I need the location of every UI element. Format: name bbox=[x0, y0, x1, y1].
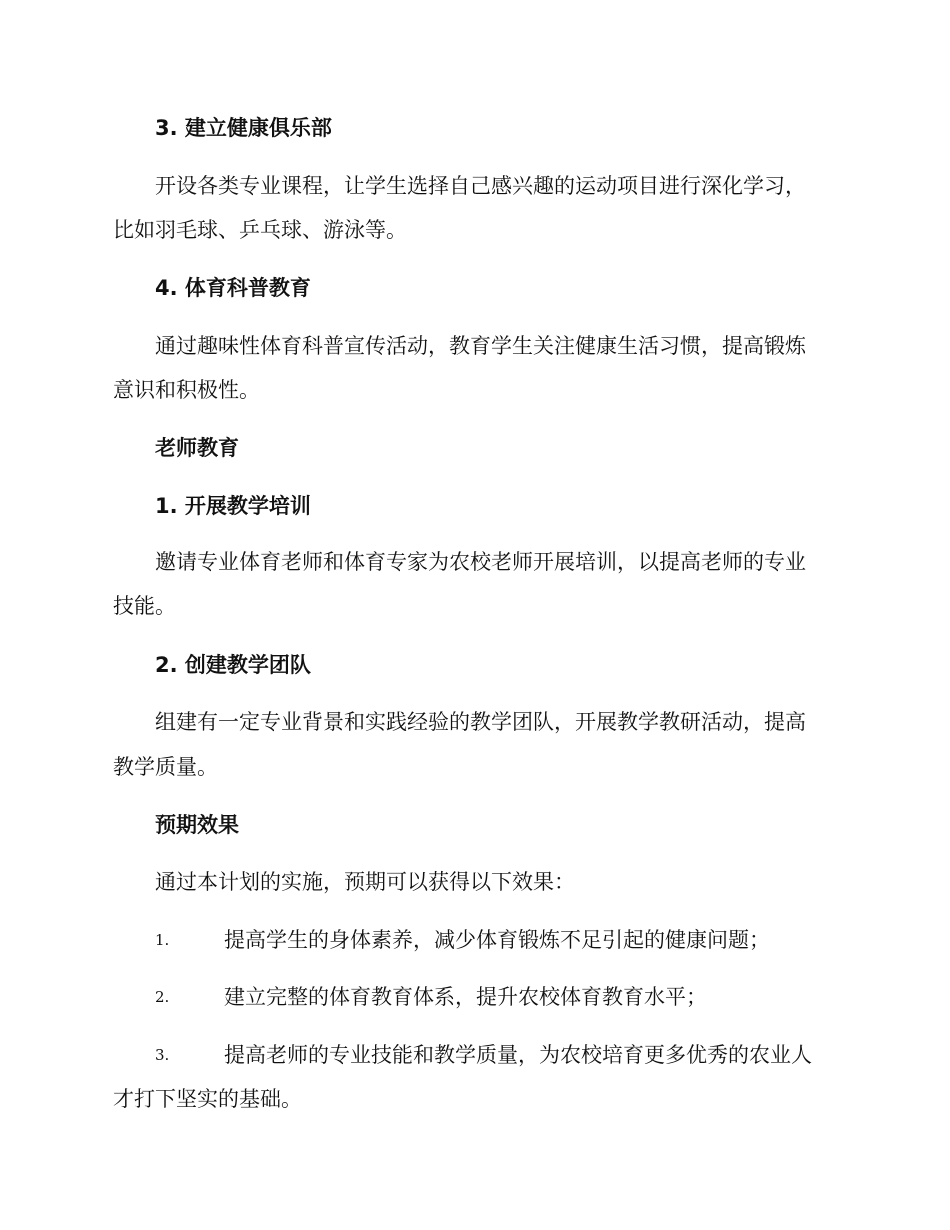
list-item-text: 建立完整的体育教育体系，提升农校体育教育水平； bbox=[224, 985, 707, 1009]
list-item-continuation: 才打下坚实的基础。 bbox=[113, 1087, 302, 1111]
section-heading-science-education: 4. 体育科普教育 bbox=[155, 276, 311, 300]
paragraph-line: 开设各类专业课程，让学生选择自己感兴趣的运动项目进行深化学习， bbox=[155, 174, 806, 198]
paragraph-line: 邀请专业体育老师和体育专家为农校老师开展培训，以提高老师的专业 bbox=[155, 550, 806, 574]
list-item-text: 提高老师的专业技能和教学质量，为农校培育更多优秀的农业人 bbox=[224, 1043, 812, 1067]
section-heading-health-club: 3. 建立健康俱乐部 bbox=[155, 116, 332, 140]
section-heading-teaching-team: 2. 创建教学团队 bbox=[155, 653, 311, 677]
paragraph-line: 组建有一定专业背景和实践经验的教学团队，开展教学教研活动，提高 bbox=[155, 710, 806, 734]
list-item-number: 2. bbox=[155, 988, 170, 1006]
list-item-number: 3. bbox=[155, 1046, 170, 1064]
list-item-number: 1. bbox=[155, 931, 170, 949]
paragraph-line: 教学质量。 bbox=[113, 755, 218, 779]
section-heading-teaching-training: 1. 开展教学培训 bbox=[155, 494, 311, 518]
paragraph-line: 通过趣味性体育科普宣传活动，教育学生关注健康生活习惯，提高锻炼 bbox=[155, 334, 806, 358]
section-heading-teacher-education: 老师教育 bbox=[155, 436, 239, 460]
list-item-text: 提高学生的身体素养，减少体育锻炼不足引起的健康问题； bbox=[224, 928, 770, 952]
paragraph-line: 意识和积极性。 bbox=[113, 378, 260, 402]
section-heading-expected-effects: 预期效果 bbox=[155, 813, 239, 837]
paragraph-line: 比如羽毛球、乒乓球、游泳等。 bbox=[113, 218, 407, 242]
paragraph-line: 通过本计划的实施，预期可以获得以下效果： bbox=[155, 870, 575, 894]
paragraph-line: 技能。 bbox=[113, 594, 176, 618]
